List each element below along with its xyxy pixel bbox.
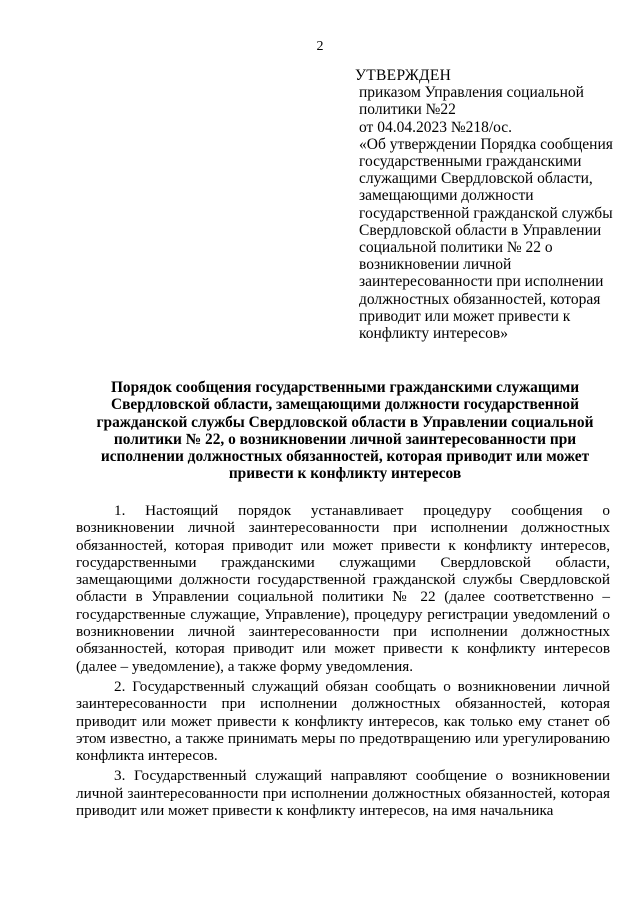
approval-line: приказом Управления социальной [359,84,584,102]
approval-stamp-heading: УТВЕРЖДЕН [355,67,452,84]
approval-order-title: «Об утверждении Порядка сообщения государственными гражданскими служащими Свердловской области, замещающими должности государственной гражданской службы Свердловской области в Управлении социальной политики № 22 о возникновении личной заинтересованности при исполнении должностных обязанностей, которая приводит или может привести к конфликту интересов» [359,135,613,343]
paragraph: 3. Государственный служащий направляют сообщение о возникновении личной заинтересованности при исполнении должностных обязанностей, которая приводит или может привести к конфликту интересов, на имя начальника [76,767,610,820]
approval-block [355,67,620,342]
approval-line: политики №22 [359,101,456,119]
page-number: 2 [316,39,324,54]
paragraph: 2. Государственный служащий обязан сообщать о возникновении личной заинтересованности при исполнении должностных обязанностей, которая приводит или может привести к конфликту интересов, как только ему станет об этом известно, а также принимать меры по предотвращению или урегулированию конфликта интересов. [76,677,610,765]
document-body [76,502,610,822]
document-title: Порядок сообщения государственными гражданскими служащими Свердловской области, замещающими должности государственной гражданской службы Свердловской области в Управлении социальной политики № 22, о возникновении личной заинтересованности при исполнении должностных обязанностей, которая приводит или может привести к конфликту интересов [96,379,594,483]
approval-line: от 04.04.2023 №218/ос. [359,118,513,136]
paragraph: 1. Настоящий порядок устанавливает процедуру сообщения о возникновении личной заинтересованности при исполнении должностных обязанностей, которая приводит или может привести к конфликту интересов, государственными гражданскими служащими Свердловской области, замещающими должности государственной гражданской службы Свердловской области в Управлении социальной политики № 22 (далее соответственно – государственные служащие, Управление), процедуру регистрации уведомлений о возникновении личной заинтересованности при исполнении должностных обязанностей, которая приводит или может привести к конфликту интересов (далее – уведомление), а также форму уведомления. [76,502,610,675]
